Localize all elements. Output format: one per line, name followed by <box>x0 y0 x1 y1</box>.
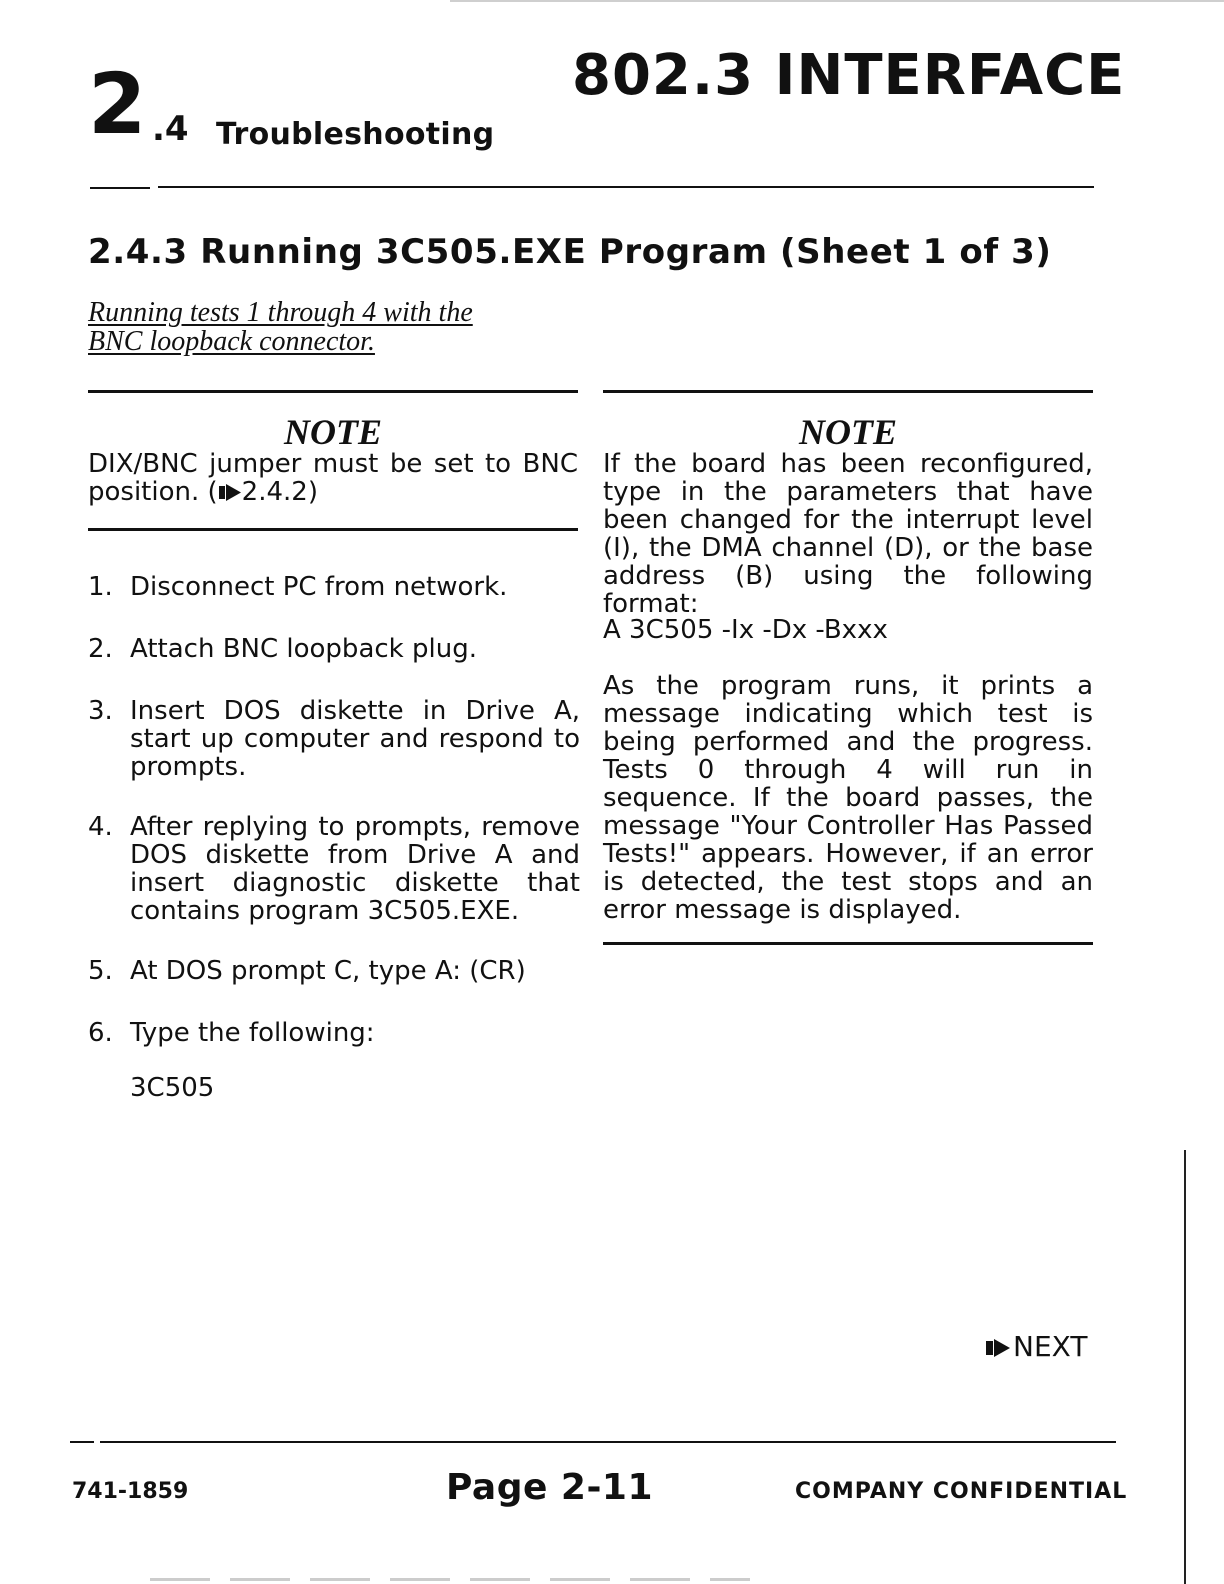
chapter-number: 2 <box>88 55 144 153</box>
list-item <box>88 635 580 663</box>
list-item <box>88 1019 580 1047</box>
step-text: Attach BNC loopback plug. <box>130 634 477 664</box>
right-note-title: NOTE <box>799 412 897 452</box>
list-item <box>88 697 580 781</box>
left-note-bottom-rule <box>88 528 578 531</box>
subsection-subtitle <box>88 298 578 357</box>
left-note-text-main: DIX/BNC jumper must be set to BNC position. ( <box>88 449 578 507</box>
next-link[interactable] <box>986 1330 1088 1363</box>
step-text: At DOS prompt C, type A: (CR) <box>130 956 526 986</box>
step-text: After replying to prompts, remove DOS diskette from Drive A and insert diagnostic diskette that contains program 3C505.EXE. <box>130 812 580 926</box>
next-label: NEXT <box>1013 1330 1088 1363</box>
right-note-bottom-rule <box>603 942 1093 945</box>
step-number: 3. <box>88 696 113 726</box>
right-arrow-icon <box>219 484 241 501</box>
step-number: 4. <box>88 812 113 842</box>
footer-divider-short <box>70 1441 94 1443</box>
subsection-heading: 2.4.3 Running 3C505.EXE Program (Sheet 1 of 3) <box>88 232 1052 272</box>
subtitle-line-2: BNC loopback connector. <box>88 326 375 358</box>
header-divider <box>158 186 1094 188</box>
list-item <box>88 957 580 985</box>
page-edge-line <box>1184 1150 1186 1584</box>
step-text: Insert DOS diskette in Drive A, start up computer and respond to prompts. <box>130 696 580 782</box>
list-item <box>88 573 580 601</box>
right-note-paragraph: As the program runs, it prints a message indicating which test is being performed and the progress. Tests 0 through 4 will run in sequence. If the board passes, the message "Your Controller Has Passed Tests!" appears. However, if an error is detected, the test stops and an error message is displayed. <box>603 671 1093 925</box>
command-text: 3C505 <box>130 1073 215 1103</box>
document-number: 741-1859 <box>72 1479 189 1504</box>
right-note-text: If the board has been reconfigured, type in the parameters that have been changed for the interrupt level (I), the DMA channel (D), or the base address (B) using the following format: <box>603 449 1093 619</box>
step-number: 5. <box>88 956 113 986</box>
left-note-reference[interactable]: 2.4.2 <box>241 477 308 507</box>
confidential-label: COMPANY CONFIDENTIAL <box>795 1479 1128 1504</box>
command-format: A 3C505 -Ix -Dx -Bxxx <box>603 615 888 645</box>
step-number: 1. <box>88 572 113 602</box>
step-text: Disconnect PC from network. <box>130 572 508 602</box>
bleed-through-marks <box>150 1578 750 1581</box>
step-text: Type the following: <box>130 1018 375 1048</box>
section-title: Troubleshooting <box>216 117 495 152</box>
subtitle-line-1: Running tests 1 through 4 with the <box>88 297 473 328</box>
left-note-top-rule <box>88 390 578 393</box>
right-arrow-icon <box>986 1339 1010 1357</box>
right-note-top-rule <box>603 390 1093 393</box>
header-divider-short <box>90 187 150 189</box>
list-item <box>88 813 580 925</box>
left-note-text-end: ) <box>307 477 318 507</box>
step-number: 6. <box>88 1018 113 1048</box>
page-number: Page 2-11 <box>446 1467 654 1508</box>
left-note-text <box>88 450 578 506</box>
section-number: .4 <box>152 109 189 149</box>
footer-divider <box>100 1441 1116 1443</box>
left-note-title: NOTE <box>284 412 382 452</box>
step-number: 2. <box>88 634 113 664</box>
top-edge-line <box>450 0 1224 2</box>
product-title: 802.3 INTERFACE <box>572 43 1126 108</box>
